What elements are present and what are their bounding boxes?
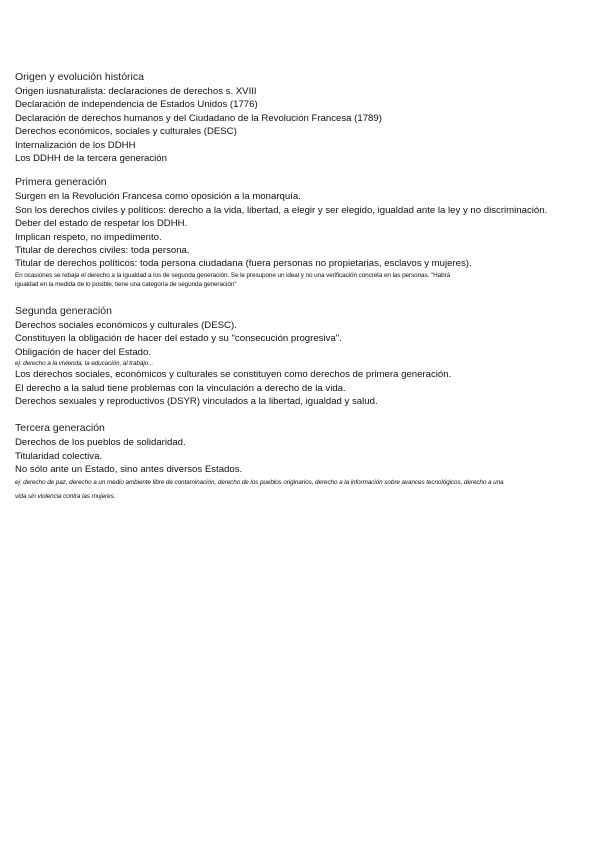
text-line: Obligación de hacer del Estado. bbox=[15, 346, 151, 358]
text-line: Titular de derechos políticos: toda persona ciudadana (fuera personas no propietarias, esclavos y mujeres). bbox=[15, 258, 472, 270]
text-line: Deber del estado de respetar los DDHH. bbox=[15, 218, 188, 230]
section-primera-generacion bbox=[15, 176, 590, 288]
text-line: Surgen en la Revolución Francesa como oposición a la monarquía. bbox=[15, 191, 301, 203]
note-line: ej: derecho de paz, derecho a un medio ambiente libre de contaminación, derecho de los pueblos originarios, derecho a la información sobre avances tecnológicos, derecho a una bbox=[15, 478, 504, 486]
note bbox=[15, 271, 590, 289]
section-title: Primera generación bbox=[15, 176, 107, 189]
text-line: Titular de derechos civiles: toda persona. bbox=[15, 245, 190, 257]
text-line: Derechos sociales económicos y culturales (DESC). bbox=[15, 319, 237, 331]
text-line: Declaración de independencia de Estados Unidos (1776) bbox=[15, 99, 258, 111]
text-line: Origen iusnaturalista: declaraciones de derechos s. XVIII bbox=[15, 86, 257, 97]
text-line: Constituyen la obligación de hacer del estado y su "consecución progresiva". bbox=[15, 333, 342, 345]
text-line: Son los derechos civiles y políticos: derecho a la vida, libertad, a elegir y ser elegido, igualdad ante la ley y no discriminación. bbox=[15, 204, 548, 216]
note-line: vida sin violencia contra las mujeres. bbox=[15, 492, 116, 500]
text-line: Internalización de los DDHH bbox=[15, 139, 136, 151]
section-title: Segunda generación bbox=[15, 304, 112, 317]
text-line: Declaración de derechos humanos y del Ciudadano de la Revolución Francesa (1789) bbox=[15, 112, 382, 124]
note-line: ej: derecho a la vivienda, la educación, al trabajo... bbox=[15, 360, 154, 368]
text-line: Los DDHH de la tercera generación bbox=[15, 153, 167, 165]
note-line: igualdad en la medida de lo posible, tiene una categoría de segunda generación" bbox=[15, 280, 237, 288]
section-segunda-generacion bbox=[15, 305, 590, 408]
section-origen bbox=[15, 71, 590, 165]
section-title: Origen y evolución histórica bbox=[15, 71, 144, 83]
text-line: Derechos sexuales y reproductivos (DSYR) vinculados a la libertad, igualdad y salud. bbox=[15, 395, 378, 407]
text-line: No sólo ante un Estado, sino antes diversos Estados. bbox=[15, 464, 243, 476]
text-line: Titularidad colectiva. bbox=[15, 450, 103, 462]
text-line: Derechos económicos, sociales y culturales (DESC) bbox=[15, 126, 237, 138]
document-page bbox=[15, 71, 590, 512]
text-line: Los derechos sociales, económicos y culturales se constituyen como derechos de primera generación. bbox=[15, 369, 452, 381]
text-line: Implican respeto, no impedimento. bbox=[15, 231, 162, 243]
text-line: El derecho a la salud tiene problemas con la vinculación a derecho de la vida. bbox=[15, 382, 346, 394]
note bbox=[15, 478, 590, 501]
section-tercera-generacion bbox=[15, 422, 590, 500]
note-line: En ocasiones se rebaja el derecho a la igualdad a los de segunda generación. Se le presupone un ideal y no una verificación concreta en las personas. "Habrá bbox=[15, 271, 451, 279]
text-line: Derechos de los pueblos de solidaridad. bbox=[15, 437, 186, 449]
section-title: Tercera generación bbox=[15, 422, 105, 435]
